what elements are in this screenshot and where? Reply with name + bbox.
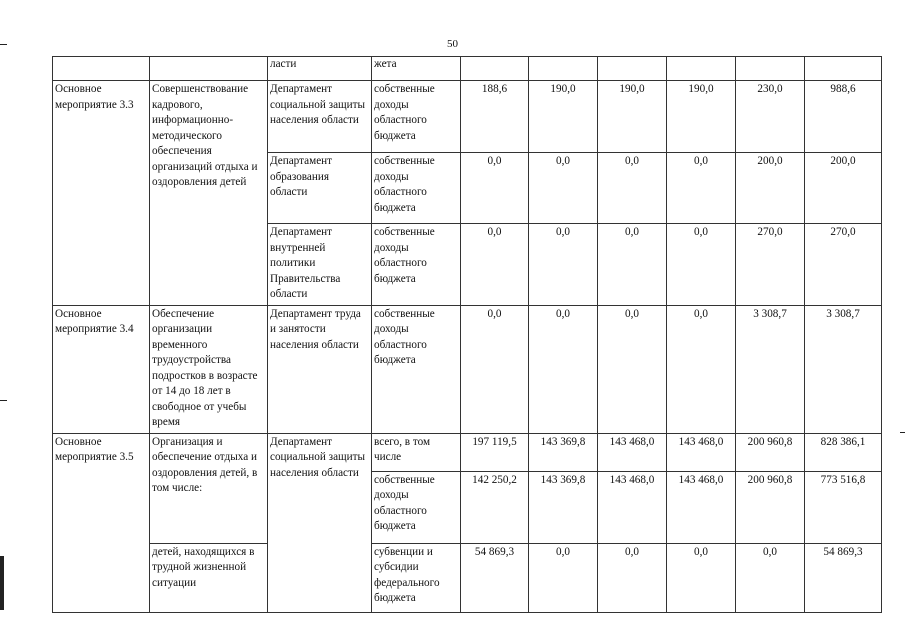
value-cell: 230,0 <box>736 81 805 153</box>
table-cell <box>667 57 736 81</box>
value-cell: 0,0 <box>529 305 598 433</box>
value-cell: 200 960,8 <box>736 433 805 471</box>
funding-source: собственные доходы областного бюджета <box>372 81 461 153</box>
value-cell: 188,6 <box>461 81 529 153</box>
funding-source: собственные доходы областного бюджета <box>372 153 461 224</box>
right-edge-mark <box>900 432 905 433</box>
table-cell <box>150 57 268 81</box>
table-cell <box>529 57 598 81</box>
value-cell: 54 869,3 <box>461 543 529 612</box>
funding-source: собственные доходы областного бюджета <box>372 471 461 543</box>
event-description: Организация и обеспечение отдыха и оздоровления детей, в том числе: <box>150 433 268 543</box>
value-cell: 143 468,0 <box>667 433 736 471</box>
value-cell: 200 960,8 <box>736 471 805 543</box>
value-cell: 200,0 <box>736 153 805 224</box>
value-cell: 190,0 <box>667 81 736 153</box>
value-cell: 3 308,7 <box>805 305 882 433</box>
table-row <box>53 57 882 81</box>
value-cell: 0,0 <box>736 543 805 612</box>
value-cell: 0,0 <box>598 305 667 433</box>
event-name: Основное мероприятие 3.5 <box>53 433 150 612</box>
table-row <box>53 81 882 153</box>
table-row <box>53 543 882 612</box>
table-cell: ласти <box>268 57 372 81</box>
funding-source: всего, в том числе <box>372 433 461 471</box>
executor: Департамент образования области <box>268 153 372 224</box>
table-cell <box>53 57 150 81</box>
value-cell: 200,0 <box>805 153 882 224</box>
value-cell: 0,0 <box>461 305 529 433</box>
table-row <box>53 305 882 433</box>
executor: Департамент социальной защиты населения области <box>268 81 372 153</box>
event-description: Обеспечение организации временного трудоустройства подростков в возрасте от 14 до 18 лет в свободное от учебы время <box>150 305 268 433</box>
value-cell: 197 119,5 <box>461 433 529 471</box>
page-number: 50 <box>447 38 458 50</box>
left-edge-mark <box>0 44 7 45</box>
value-cell: 0,0 <box>598 153 667 224</box>
left-edge-mark <box>0 556 4 610</box>
value-cell: 143 369,8 <box>529 471 598 543</box>
table-cell <box>598 57 667 81</box>
value-cell: 0,0 <box>529 153 598 224</box>
value-cell: 3 308,7 <box>736 305 805 433</box>
executor: Департамент труда и занятости населения области <box>268 305 372 433</box>
value-cell: 0,0 <box>667 224 736 306</box>
table-cell <box>805 57 882 81</box>
value-cell: 0,0 <box>667 153 736 224</box>
value-cell: 828 386,1 <box>805 433 882 471</box>
left-edge-mark <box>0 400 7 401</box>
value-cell: 0,0 <box>529 543 598 612</box>
table-row <box>53 433 882 471</box>
funding-source: субвенции и субсидии федерального бюджета <box>372 543 461 612</box>
value-cell: 190,0 <box>598 81 667 153</box>
event-description: Совершенствование кадрового, информационно-методического обеспечения организаций отдыха и оздоровления детей <box>150 81 268 306</box>
value-cell: 54 869,3 <box>805 543 882 612</box>
value-cell: 0,0 <box>529 224 598 306</box>
value-cell: 142 250,2 <box>461 471 529 543</box>
value-cell: 143 468,0 <box>667 471 736 543</box>
table-cell: жета <box>372 57 461 81</box>
table-cell <box>736 57 805 81</box>
value-cell: 143 468,0 <box>598 433 667 471</box>
table-cell <box>461 57 529 81</box>
value-cell: 0,0 <box>667 305 736 433</box>
executor: Департамент социальной защиты населения области <box>268 433 372 612</box>
executor: Департамент внутренней политики Правительства области <box>268 224 372 306</box>
funding-source: собственные доходы областного бюджета <box>372 305 461 433</box>
value-cell: 143 369,8 <box>529 433 598 471</box>
value-cell: 0,0 <box>461 224 529 306</box>
value-cell: 190,0 <box>529 81 598 153</box>
sub-description: детей, находящихся в трудной жизненной ситуации <box>150 543 268 612</box>
budget-table <box>52 56 882 613</box>
value-cell: 0,0 <box>598 224 667 306</box>
value-cell: 270,0 <box>805 224 882 306</box>
value-cell: 773 516,8 <box>805 471 882 543</box>
value-cell: 0,0 <box>598 543 667 612</box>
event-name: Основное мероприятие 3.4 <box>53 305 150 433</box>
event-name: Основное мероприятие 3.3 <box>53 81 150 306</box>
value-cell: 0,0 <box>667 543 736 612</box>
value-cell: 143 468,0 <box>598 471 667 543</box>
value-cell: 988,6 <box>805 81 882 153</box>
funding-source: собственные доходы областного бюджета <box>372 224 461 306</box>
value-cell: 0,0 <box>461 153 529 224</box>
value-cell: 270,0 <box>736 224 805 306</box>
